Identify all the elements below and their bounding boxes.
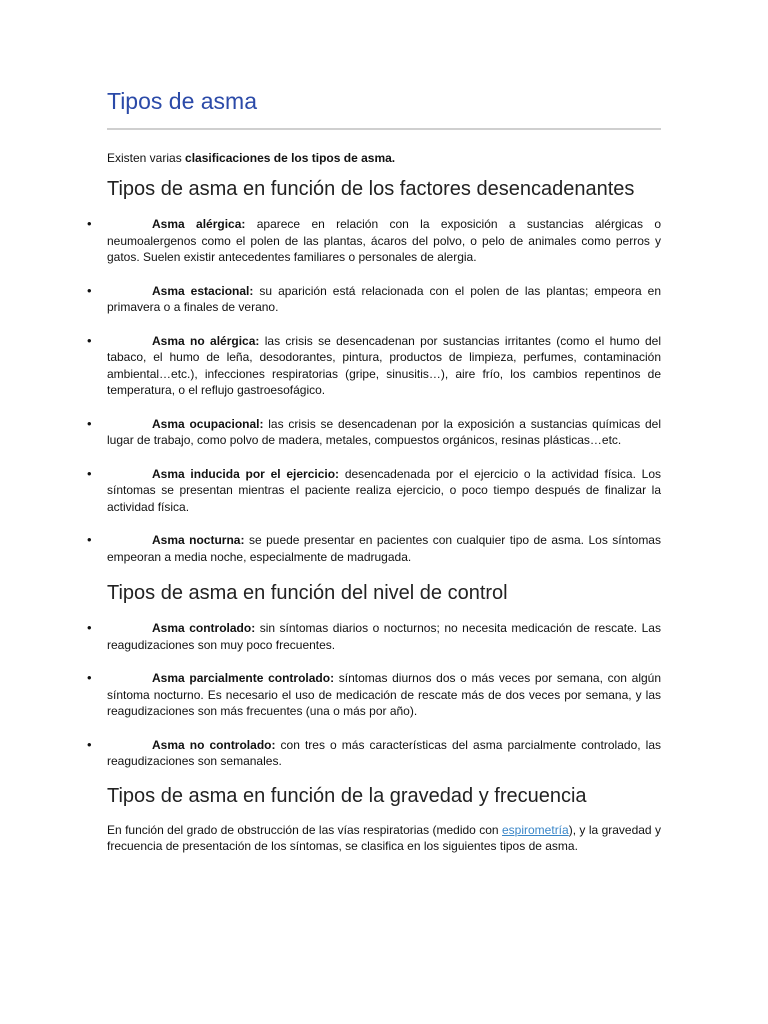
item-term: Asma controlado: [152, 621, 256, 635]
intro-paragraph [107, 150, 661, 166]
item-term: Asma inducida por el ejercicio: [152, 466, 340, 481]
bullet: • [87, 282, 92, 298]
bullet: • [87, 216, 92, 231]
list-item [87, 216, 661, 266]
bullet: • [87, 736, 92, 752]
section3-paragraph [107, 822, 661, 855]
bullet: • [87, 465, 92, 481]
section3-heading: Tipos de asma en función de la gravedad y frecuencia [107, 784, 587, 807]
item-term: Asma ocupacional: [152, 416, 264, 431]
page-title: Tipos de asma [107, 88, 661, 130]
bullet: • [87, 620, 92, 635]
item-text: con tres o más características del asma parcialmente controlado, las reagudizaciones son semanales. [107, 737, 661, 768]
item-text: se puede presentar en pacientes con cualquier tipo de asma. Los síntomas empeoran a media noche, especialmente de madrugada. [107, 533, 661, 564]
list-item [87, 415, 661, 449]
bullet: • [87, 532, 92, 547]
item-term: Asma no controlado: [152, 737, 276, 752]
bullet: • [87, 415, 92, 431]
intro-prefix: Existen varias [107, 151, 186, 165]
item-text: aparece en relación con la exposición a sustancias alérgicas o neumoalergenos como el polen de las plantas, ácaros del polvo, o pelo de animales como perros y gatos. Suelen existir antecedentes familiares o personales de alergia. [107, 217, 661, 264]
section2-list [87, 620, 662, 770]
list-item [87, 465, 661, 516]
espirometria-link[interactable]: espirometría [502, 822, 569, 837]
list-item [87, 736, 661, 770]
item-text: desencadenada por el ejercicio o la actividad física. Los síntomas se presentan mientras el paciente realiza ejercicio, o poco tiempo después de finalizar la actividad física. [107, 466, 661, 514]
section2-heading: Tipos de asma en función del nivel de control [107, 582, 508, 604]
para-after: ), y la gravedad y frecuencia de presentación de los síntomas, se clasifica en los siguientes tipos de asma. [107, 822, 662, 853]
item-text: las crisis se desencadenan por sustancias irritantes (como el humo del tabaco, el humo de leña, desodorantes, pintura, productos de limpieza, perfumes, contaminación ambiental…etc.), infecciones respiratorias (gripe, sinusitis…), aire frío, los cambios repentinos de temperatura, o el reflujo gastroesofágico. [107, 333, 661, 397]
section1-heading: Tipos de asma en función de los factores desencadenantes [107, 178, 635, 200]
list-item [87, 532, 661, 565]
item-term: Asma parcialmente controlado: [152, 671, 335, 685]
section1-list [87, 216, 661, 565]
item-text: síntomas diurnos dos o más veces por semana, con algún síntoma nocturno. Es necesario el uso de medicación de rescate más de dos veces por semana, y las reagudizaciones son más frecuentes (una o más por año). [107, 671, 662, 718]
list-item [87, 282, 661, 316]
list-item [87, 620, 661, 653]
item-term: Asma no alérgica: [152, 333, 260, 348]
item-text: las crisis se desencadenan por la exposición a sustancias químicas del lugar de trabajo, como polvo de madera, metales, compuestos orgánicos, resinas plásticas…etc. [107, 416, 661, 447]
para-before: En función del grado de obstrucción de las vías respiratorias (medido con [107, 822, 502, 837]
list-item [87, 670, 662, 720]
item-text: sin síntomas diarios o nocturnos; no necesita medicación de rescate. Las reagudizaciones son muy poco frecuentes. [107, 621, 661, 652]
document-content [87, 88, 662, 867]
item-term: Asma alérgica: [152, 217, 246, 231]
item-term: Asma estacional: [152, 283, 254, 298]
intro-bold: clasificaciones de los tipos de asma. [185, 151, 396, 165]
bullet: • [87, 332, 92, 348]
item-text: su aparición está relacionada con el polen de las plantas; empeora en primavera o a finales de verano. [107, 283, 661, 314]
bullet: • [87, 670, 92, 685]
item-term: Asma nocturna: [152, 533, 245, 547]
list-item [87, 332, 661, 399]
